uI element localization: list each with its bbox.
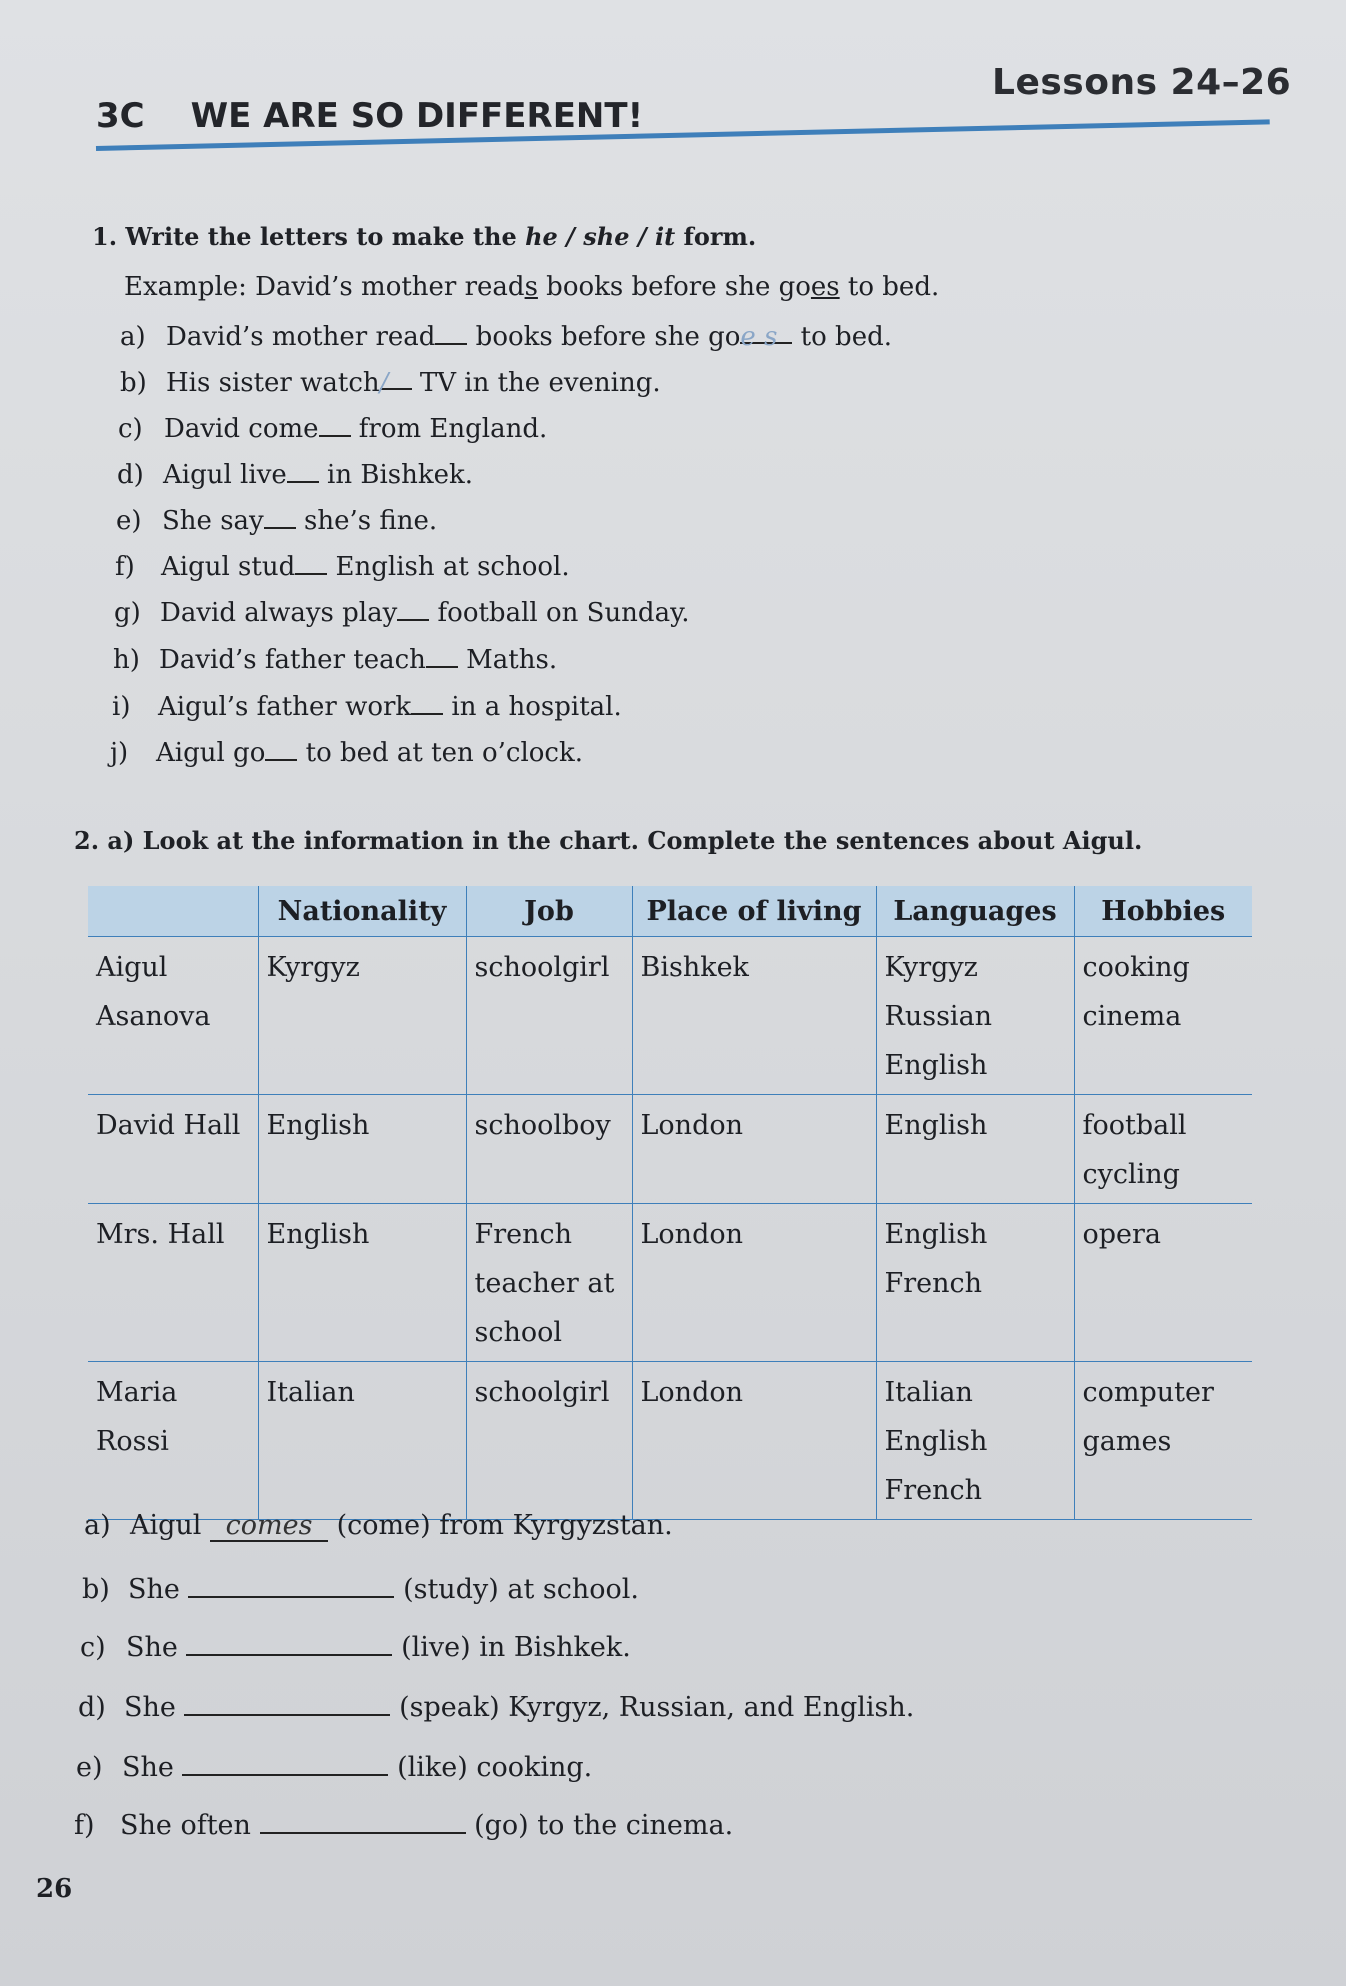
sentence-text: Aigul <box>130 1510 202 1541</box>
ex1-item <box>112 692 622 722</box>
exercise-2-instruction <box>74 826 1142 855</box>
chart-header-row <box>88 886 1252 937</box>
info-chart <box>88 886 1252 1520</box>
ex2-sentence <box>78 1684 914 1723</box>
table-cell: opera <box>1074 1204 1252 1362</box>
ex1-item <box>110 738 583 768</box>
table-cell: Mrs. Hall <box>88 1204 258 1362</box>
ex1-item <box>115 552 570 582</box>
instruction-text: Write the letters to make the <box>125 222 526 251</box>
item-text: to bed at ten o’clock. <box>297 738 584 768</box>
table-cell: Kyrgyz <box>258 937 466 1095</box>
item-label: d) <box>117 460 144 490</box>
header-cell: Job <box>466 886 632 937</box>
example-pre: Example: David’s mother read <box>124 272 525 302</box>
item-text: TV in the evening. <box>411 368 661 398</box>
header-cell: Nationality <box>258 886 466 937</box>
sentence-label: b) <box>82 1574 110 1605</box>
unit-header <box>96 96 643 136</box>
table-cell: football cycling <box>1074 1095 1252 1204</box>
item-label: j) <box>110 738 129 768</box>
table-cell: English <box>258 1204 466 1362</box>
answer-blank[interactable] <box>435 323 467 345</box>
table-cell: Aigul Asanova <box>88 937 258 1095</box>
sentence-label: c) <box>80 1632 106 1663</box>
table-cell: English <box>258 1095 466 1204</box>
item-text: Aigul live <box>163 460 287 490</box>
answer-blank[interactable] <box>411 693 443 715</box>
sentence-label: a) <box>84 1510 111 1541</box>
answer-blank[interactable] <box>740 322 792 352</box>
table-cell: Maria Rossi <box>88 1362 258 1520</box>
sentence-label: f) <box>74 1810 95 1841</box>
item-text: Maths. <box>457 645 558 675</box>
item-text: David always play <box>160 598 398 628</box>
item-label: c) <box>118 414 143 444</box>
sentence-text: (go) to the cinema. <box>474 1810 734 1841</box>
item-text: in a hospital. <box>443 692 622 722</box>
answer-blank[interactable] <box>397 599 429 621</box>
answer-blank[interactable] <box>319 415 351 437</box>
item-label: g) <box>114 598 141 628</box>
ex1-item <box>120 368 661 398</box>
instruction-forms: he / she / it <box>525 222 676 251</box>
instruction-text: a) Look at the information in the chart. Complete the sentences about Aigul. <box>107 826 1143 855</box>
table-cell: Kyrgyz Russian English <box>876 937 1074 1095</box>
sentence-label: e) <box>76 1752 103 1783</box>
item-label: e) <box>116 506 142 536</box>
answer-field[interactable] <box>210 1510 328 1542</box>
item-text: His sister watch <box>166 368 380 398</box>
item-text: to bed. <box>792 322 892 352</box>
table-cell: David Hall <box>88 1095 258 1204</box>
page-number: 26 <box>36 1874 73 1904</box>
item-label: i) <box>112 692 131 722</box>
answer-field[interactable] <box>186 1624 392 1656</box>
answer-field[interactable] <box>260 1802 466 1834</box>
item-text: football on Sunday. <box>429 598 690 628</box>
sentence-text: She <box>128 1574 180 1605</box>
ex2-sentence <box>74 1802 733 1841</box>
unit-title: WE ARE SO DIFFERENT! <box>190 96 644 136</box>
table-row <box>88 1362 1252 1520</box>
table-row <box>88 1204 1252 1362</box>
item-label: h) <box>113 645 140 675</box>
table-cell: schoolgirl <box>466 1362 632 1520</box>
sentence-text: (study) at school. <box>403 1574 639 1605</box>
table-cell: schoolgirl <box>466 937 632 1095</box>
item-text: books before she go <box>467 322 741 352</box>
sentence-text: (like) cooking. <box>397 1752 593 1783</box>
example-mid: books before she go <box>537 272 811 302</box>
ex1-item <box>117 460 473 490</box>
table-cell: cooking cinema <box>1074 937 1252 1095</box>
item-text: from England. <box>350 414 548 444</box>
table-cell: Bishkek <box>632 937 876 1095</box>
ex2-sentence <box>82 1566 639 1605</box>
table-cell: computer games <box>1074 1362 1252 1520</box>
sentence-text: (come) from Kyrgyzstan. <box>336 1510 673 1541</box>
item-text: English at school. <box>327 552 570 582</box>
header-cell <box>88 886 258 937</box>
item-label: a) <box>120 322 146 352</box>
item-label: f) <box>115 552 135 582</box>
answer-field[interactable] <box>184 1684 390 1716</box>
table-cell: London <box>632 1362 876 1520</box>
item-label: b) <box>120 368 147 398</box>
handwritten-answer: e s <box>740 322 778 352</box>
ex2-sentence <box>84 1510 673 1542</box>
table-cell: English French <box>876 1204 1074 1362</box>
example-ending-2: es <box>810 272 840 302</box>
table-cell: Italian English French <box>876 1362 1074 1520</box>
ex1-item <box>118 414 547 444</box>
sentence-text: She <box>122 1752 174 1783</box>
example-ending-1: s <box>524 272 538 302</box>
ex1-item <box>120 322 892 352</box>
item-text: She say <box>162 506 264 536</box>
table-row <box>88 937 1252 1095</box>
answer-field[interactable] <box>182 1744 388 1776</box>
exercise-1-instruction <box>92 222 756 251</box>
ex2-sentence <box>76 1744 592 1783</box>
handwritten-answer: / <box>379 368 389 398</box>
answer-blank[interactable] <box>287 461 319 483</box>
ex1-item <box>116 506 437 536</box>
item-text: in Bishkek. <box>318 460 474 490</box>
item-text: she’s fine. <box>295 506 438 536</box>
sentence-text: She <box>124 1692 176 1723</box>
header-cell: Languages <box>876 886 1074 937</box>
header-cell: Place of living <box>632 886 876 937</box>
exercise-number: 2. <box>74 826 100 855</box>
item-text: David’s mother read <box>166 322 436 352</box>
answer-blank[interactable] <box>379 368 412 398</box>
answer-blank[interactable] <box>264 507 296 529</box>
sentence-text: She often <box>120 1810 251 1841</box>
lessons-label: Lessons 24–26 <box>992 62 1292 103</box>
sentence-text: (speak) Kyrgyz, Russian, and English. <box>399 1692 915 1723</box>
item-text: Aigul go <box>156 738 266 768</box>
handwritten-answer: comes <box>225 1510 313 1541</box>
table-cell: London <box>632 1095 876 1204</box>
ex1-item <box>114 598 690 628</box>
item-text: Aigul’s father work <box>158 692 412 722</box>
example-post: to bed. <box>839 272 940 302</box>
sentence-text: She <box>126 1632 178 1663</box>
table-row <box>88 1095 1252 1204</box>
answer-blank[interactable] <box>265 739 297 761</box>
item-text: David come <box>164 414 319 444</box>
table-cell: schoolboy <box>466 1095 632 1204</box>
answer-blank[interactable] <box>426 646 458 668</box>
sentence-label: d) <box>78 1692 106 1723</box>
table-cell: English <box>876 1095 1074 1204</box>
header-cell: Hobbies <box>1074 886 1252 937</box>
ex2-sentence <box>80 1624 631 1663</box>
example-line <box>124 272 939 302</box>
table-cell: French teacher at school <box>466 1204 632 1362</box>
sentence-text: (live) in Bishkek. <box>401 1632 631 1663</box>
answer-blank[interactable] <box>295 553 327 575</box>
instruction-text-end: form. <box>675 222 757 251</box>
item-text: Aigul stud <box>161 552 296 582</box>
table-cell: London <box>632 1204 876 1362</box>
exercise-number: 1. <box>92 222 118 251</box>
item-text: David’s father teach <box>159 645 426 675</box>
unit-code: 3C <box>96 96 145 136</box>
ex1-item <box>113 645 557 675</box>
table-cell: Italian <box>258 1362 466 1520</box>
answer-field[interactable] <box>188 1566 394 1598</box>
